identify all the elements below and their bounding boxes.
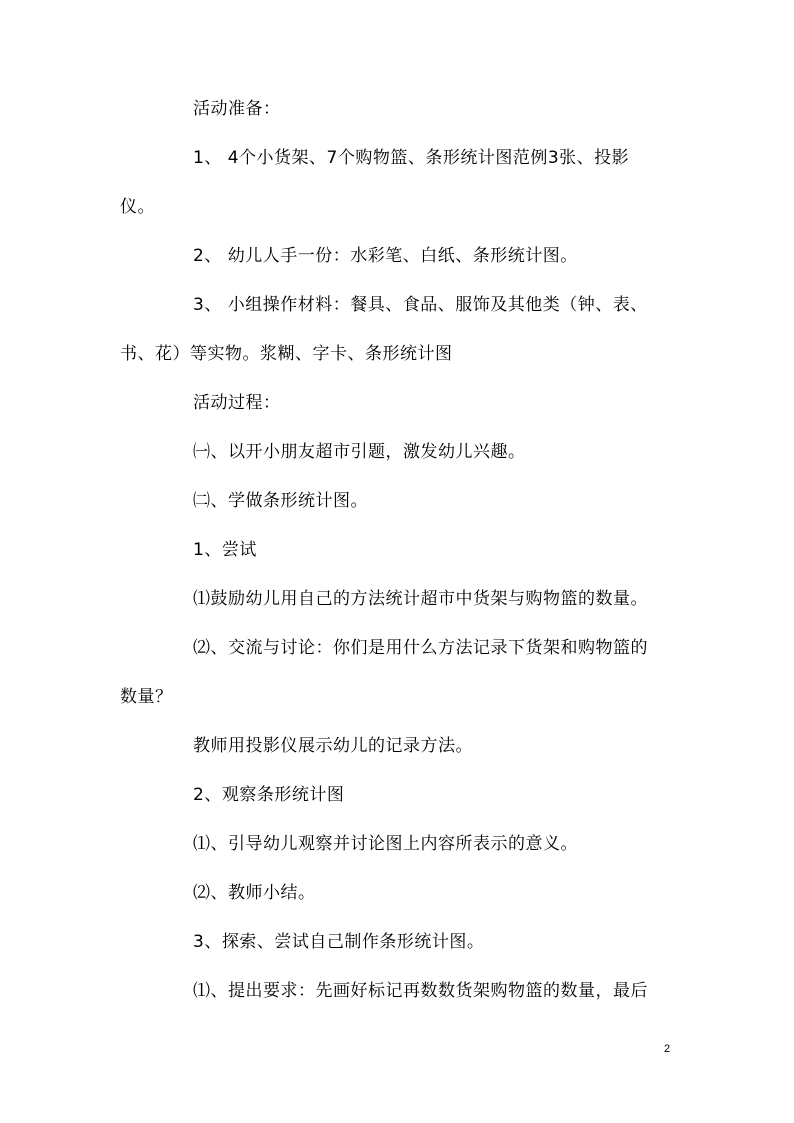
text-line: 教师用投影仪展示幼儿的记录方法。 [193,736,473,756]
text-line: ⑵、交流与讨论：你们是用什么方法记录下货架和购物篮的 [193,638,648,658]
text-line: ⑴、引导幼儿观察并讨论图上内容所表示的意义。 [193,834,578,854]
text-line: ㈠、以开小朋友超市引题，激发幼儿兴趣。 [193,442,526,462]
text-line: ⑴鼓励幼儿用自己的方法统计超市中货架与购物篮的数量。 [193,589,648,609]
text-line: 数量？ [120,687,173,707]
text-line: 3、 小组操作材料：餐具、食品、服饰及其他类（钟、表、 [193,295,648,315]
text-line: 1、 4个小货架、7个购物篮、条形统计图范例3张、投影 [193,148,630,168]
text-line: 活动过程： [193,393,281,413]
text-line: ⑵、教师小结。 [193,883,316,903]
text-line: 2、观察条形统计图 [193,785,345,805]
text-line: 3、探索、尝试自己制作条形统计图。 [193,932,485,952]
text-line: ⑴、提出要求：先画好标记再数数货架购物篮的数量，最后 [193,981,648,1001]
text-line: 仪。 [120,197,155,217]
text-line: 1、尝试 [193,540,257,560]
text-line: 活动准备： [193,99,281,119]
text-line: 2、 幼儿人手一份：水彩笔、白纸、条形统计图。 [193,246,578,266]
text-line: ㈡、学做条形统计图。 [193,491,368,511]
text-line: 书、花）等实物。浆糊、字卡、条形统计图 [120,344,453,364]
page-number: 2 [664,1043,671,1055]
